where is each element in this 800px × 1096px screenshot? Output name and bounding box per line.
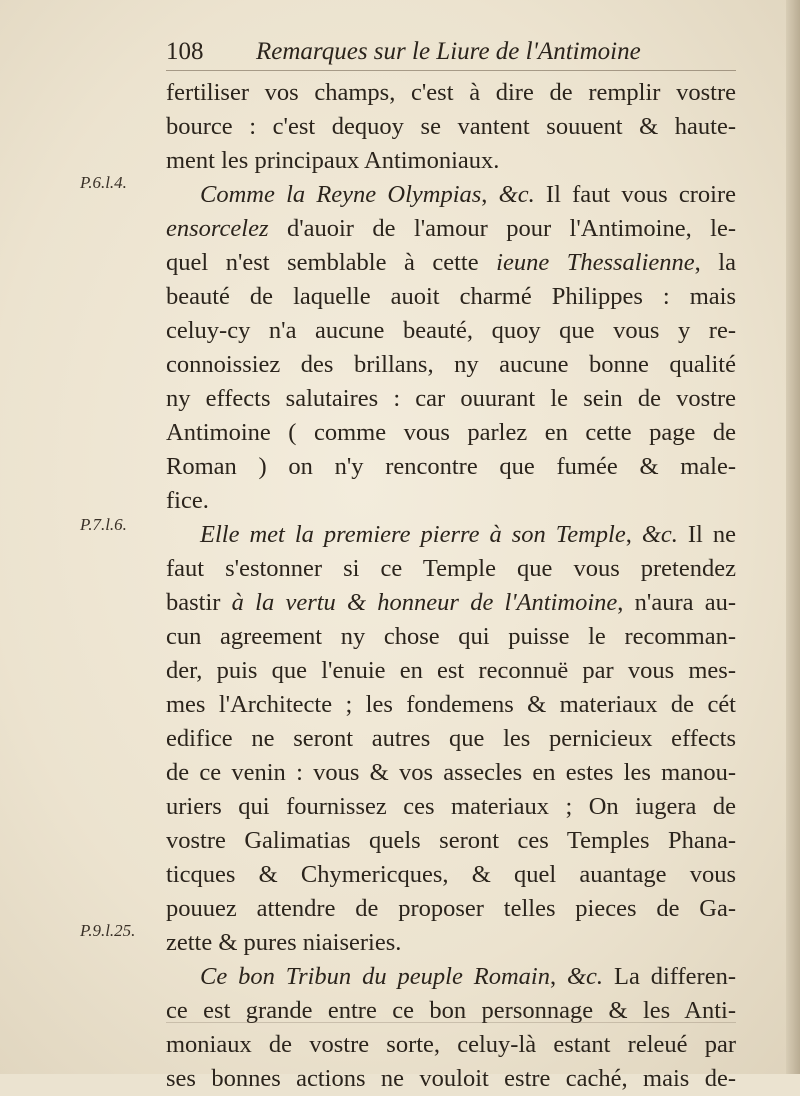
- italic-phrase: ieune Thessalienne: [496, 249, 695, 276]
- text-line: ticques & Chymericques, & quel auantage vous: [166, 861, 736, 888]
- margin-note: P.9.l.25.: [80, 921, 136, 940]
- margin-note: P.7.l.6.: [80, 515, 127, 534]
- text-line: ce est grande entre ce bon personnage & les Anti-: [166, 997, 736, 1024]
- text-line: ses bonnes actions ne vouloit estre caché, mais de-: [166, 1065, 736, 1092]
- italic-phrase: Ce bon Tribun du peuple Romain: [200, 963, 550, 990]
- text-line: fice.: [166, 487, 209, 514]
- text-line: ment les principaux Antimoniaux.: [166, 147, 500, 174]
- text-line: Ce bon Tribun du peuple Romain, &c. La differen-: [200, 963, 736, 990]
- text-line: ensorcelez d'auoir de l'amour pour l'Antimoine, le-: [166, 215, 736, 242]
- text-line: Comme la Reyne Olympias, &c. Il faut vous croire: [200, 181, 736, 208]
- text-line: Antimoine ( comme vous parlez en cette page de: [166, 419, 736, 446]
- italic-phrase: ensorcelez: [166, 215, 269, 242]
- text-line: cun agreement ny chose qui puisse le recomman-: [166, 623, 736, 650]
- text-line: edifice ne seront autres que les pernicieux effects: [166, 725, 736, 752]
- page-edge: [786, 0, 800, 1074]
- italic-phrase: &c.: [641, 521, 678, 548]
- margin-note: P.6.l.4.: [80, 173, 127, 192]
- text-line: bource : c'est dequoy se vantent souuent & haute-: [166, 113, 736, 140]
- header-rule: [166, 70, 736, 71]
- italic-phrase: à la vertu & honneur de l'Antimoine: [231, 589, 618, 616]
- text-line: bastir à la vertu & honneur de l'Antimoine, n'aura au-: [166, 589, 736, 616]
- text-line: pouuez attendre de proposer telles pieces de Ga-: [166, 895, 736, 922]
- italic-phrase: Elle met la premiere pierre à son Temple: [200, 521, 626, 548]
- page-number: 108: [166, 38, 204, 65]
- text-line: fertiliser vos champs, c'est à dire de remplir vostre: [166, 79, 736, 106]
- text-line: uriers qui fournissez ces materiaux ; On iugera de: [166, 793, 736, 820]
- text-line: zette & pures niaiseries.: [166, 929, 402, 956]
- text-line: Roman ) on n'y rencontre que fumée & male-: [166, 453, 736, 480]
- text-line: der, puis que l'enuie en est reconnuë par vous mes-: [166, 657, 736, 684]
- text-line: de ce venin : vous & vos assecles en estes les manou-: [166, 759, 736, 786]
- italic-phrase: Comme la Reyne Olympias: [200, 181, 482, 208]
- text-line: quel n'est semblable à cette ieune Thessalienne, la: [166, 249, 736, 276]
- italic-phrase: &c.: [498, 181, 535, 208]
- text-line: celuy-cy n'a aucune beauté, quoy que vous y re-: [166, 317, 736, 344]
- running-header: [166, 36, 746, 68]
- text-line: mes l'Architecte ; les fondemens & materiaux de cét: [166, 691, 736, 718]
- text-line: moniaux de vostre sorte, celuy-là estant releué par: [166, 1031, 736, 1058]
- text-line: connoissiez des brillans, ny aucune bonne qualité: [166, 351, 736, 378]
- text-line: Elle met la premiere pierre à son Temple, &c. Il ne: [200, 521, 736, 548]
- text-line: faut s'estonner si ce Temple que vous pretendez: [166, 555, 736, 582]
- text-line: ny effects salutaires : car ouurant le sein de vostre: [166, 385, 736, 412]
- text-line: vostre Galimatias quels seront ces Temples Phana-: [166, 827, 736, 854]
- text-line: beauté de laquelle auoit charmé Philippes : mais: [166, 283, 736, 310]
- bottom-rule: [166, 1022, 736, 1023]
- running-title: Remarques sur le Liure de l'Antimoine: [256, 38, 641, 65]
- italic-phrase: &c.: [567, 963, 604, 990]
- body-text: [166, 76, 736, 1096]
